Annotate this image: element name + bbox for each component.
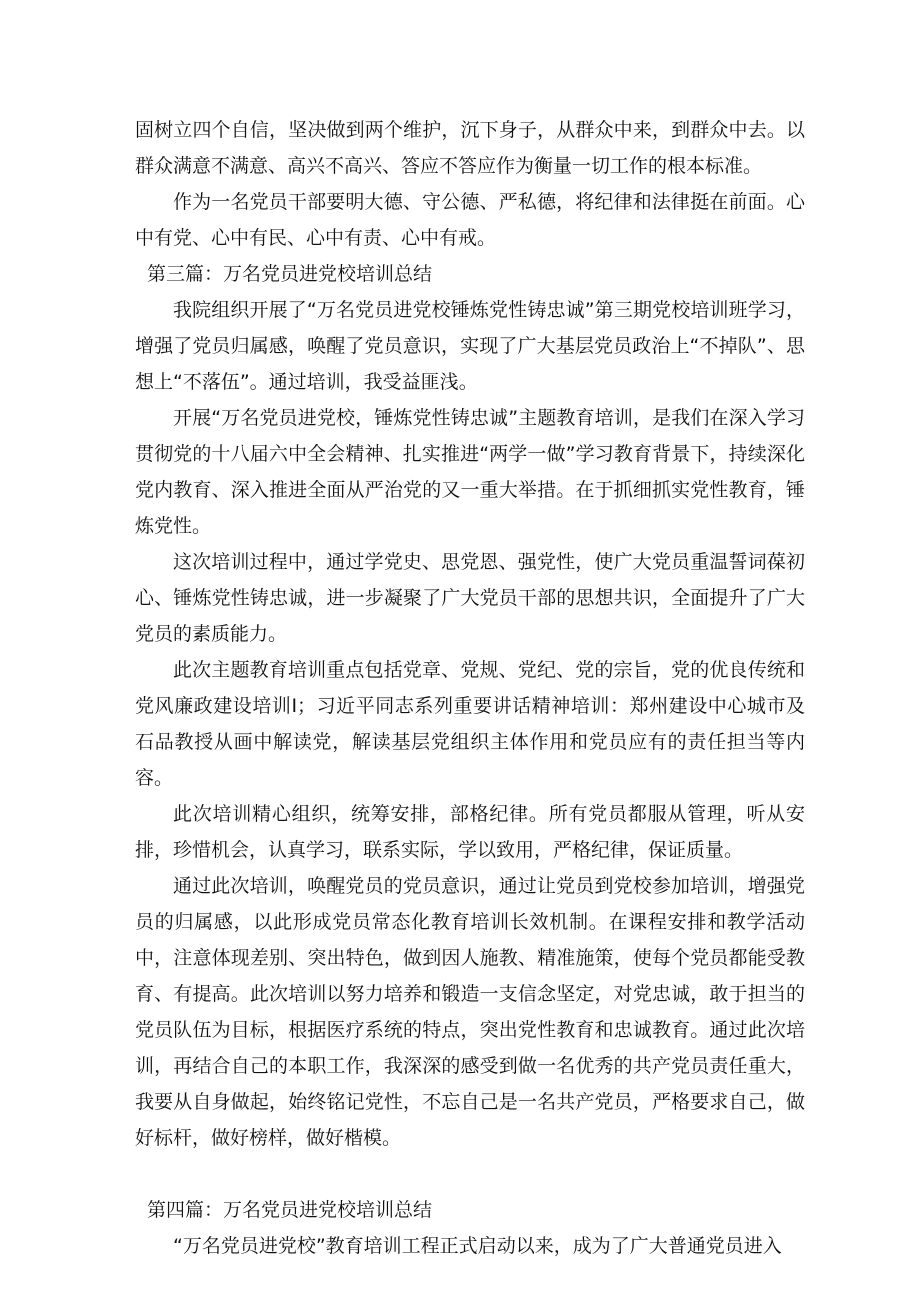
body-paragraph: 作为一名党员干部要明大德、守公德、严私德，将纪律和法律挺在前面。心中有党、心中有民、心中有责、心中有戒。 [135, 191, 805, 249]
body-paragraph: 我院组织开展了“万名党员进党校锤炼党性铸忠诚”第三期党校培训班学习，增强了党员归属感，唤醒了党员意识，实现了广大基层党员政治上“不掉队”、思想上“不落伍”。通过培训，我受益匪浅。 [135, 299, 805, 393]
document-body [135, 112, 805, 1264]
body-paragraph: 此次主题教育培训重点包括党章、党规、党纪、党的宗旨，党的优良传统和党风廉政建设培训I；习近平同志系列重要讲话精神培训：郑州建设中心城市及石品教授从画中解读党，解读基层党组织主体作用和党员应有的责任担当等内容。 [135, 659, 805, 789]
body-paragraph: 通过此次培训，唤醒党员的党员意识，通过让党员到党校参加培训，增强党员的归属感，以此形成党员常态化教育培训长效机制。在课程安排和教学活动中，注意体现差别、突出特色，做到因人施教、精准施策，使每个党员都能受教育、有提高。此次培训以努力培养和锻造一支信念坚定，对党忠诚，敢于担当的党员队伍为目标，根据医疗系统的特点，突出党性教育和忠诚教育。通过此次培训，再结合自己的本职工作，我深深的感受到做一名优秀的共产党员责任重大，我要从自身做起，始终铭记党性，不忘自己是一名共产党员，严格要求自己，做好标杆，做好榜样，做好楷模。 [135, 875, 805, 1149]
body-paragraph: 此次培训精心组织，统筹安排，部格纪律。所有党员都服从管理，听从安排，珍惜机会，认真学习，联系实际，学以致用，严格纪律，保证质量。 [135, 803, 805, 861]
body-paragraph: “万名党员进党校”教育培训工程正式启动以来，成为了广大普通党员进入 [173, 1235, 782, 1257]
body-paragraph: 固树立四个自信，坚决做到两个维护，沉下身子，从群众中来，到群众中去。以群众满意不满意、高兴不高兴、答应不答应作为衡量一切工作的根本标准。 [135, 119, 805, 177]
section-heading: 第四篇：万名党员进党校培训总结 [147, 1199, 433, 1221]
paragraph-gap [135, 1156, 805, 1192]
section-heading: 第三篇：万名党员进党校培训总结 [147, 263, 433, 285]
body-paragraph: 开展“万名党员进党校，锤炼党性铸忠诚”主题教育培训，是我们在深入学习贯彻党的十八届六中全会精神、扎实推进“两学一做”学习教育背景下，持续深化党内教育、深入推进全面从严治党的又一重大举措。在于抓细抓实党性教育，锤炼党性。 [135, 407, 805, 537]
body-paragraph: 这次培训过程中，通过学党史、思党恩、强党性，使广大党员重温誓词葆初心、锤炼党性铸忠诚，进一步凝聚了广大党员干部的思想共识，全面提升了广大党员的素质能力。 [135, 551, 805, 645]
